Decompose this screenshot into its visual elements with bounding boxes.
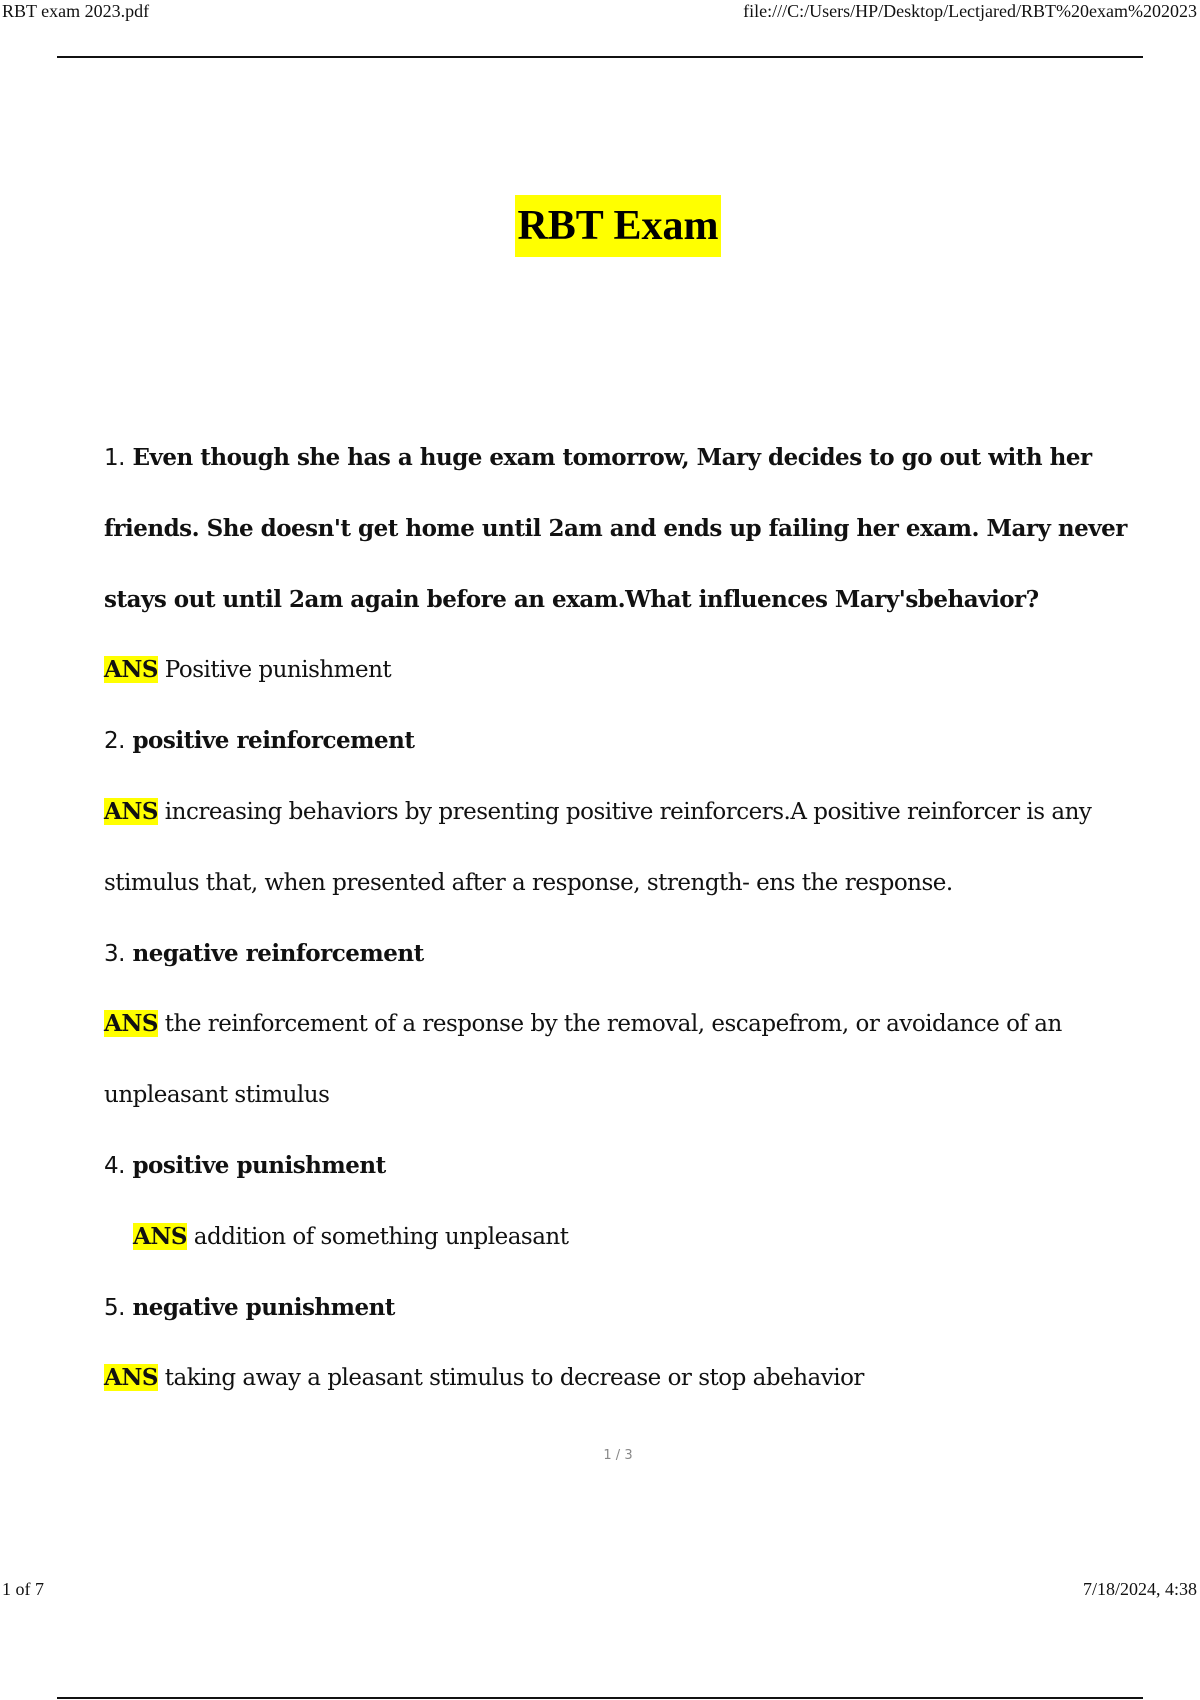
question-4	[104, 1131, 1134, 1202]
ans-label: ANS	[133, 1222, 187, 1250]
question-number: 5.	[104, 1294, 125, 1321]
question-text: Even though she has a huge exam tomorrow, Mary decides to go out with her friends. She doesn't get home until 2am and ends up failing her exam. Mary never stays out until 2am again before an exam.What influences Mary'sbehavior?	[104, 444, 1127, 613]
answer-text: the reinforcement of a response by the removal, escapefrom, or avoidance of an unpleasant stimulus	[104, 1011, 1062, 1109]
question-text: negative punishment	[132, 1293, 395, 1321]
page-marker: 1 / 3	[603, 1448, 633, 1463]
print-header	[0, 0, 1200, 24]
print-footer-page-count: 1 of 7	[2, 1579, 44, 1599]
answer-1	[104, 635, 1134, 706]
answer-2	[104, 777, 1134, 919]
ans-label: ANS	[104, 797, 158, 825]
question-number: 2.	[104, 728, 125, 755]
ans-label: ANS	[104, 656, 158, 684]
question-5	[104, 1273, 1134, 1344]
document-title: RBT Exam	[515, 195, 720, 257]
ans-label: ANS	[104, 1364, 158, 1392]
answer-text: increasing behaviors by presenting positive reinforcers.A positive reinforcer is any stimulus that, when presented after a response, strength- ens the response.	[104, 798, 1092, 896]
print-footer	[0, 1578, 1200, 1602]
print-footer-datetime: 7/18/2024, 4:38	[1082, 1579, 1197, 1599]
question-text: positive reinforcement	[132, 727, 415, 755]
question-3	[104, 919, 1134, 990]
print-header-url: file:///C:/Users/HP/Desktop/Lectjared/RBT%20exam%202023	[743, 1, 1197, 21]
answer-text: taking away a pleasant stimulus to decrease or stop abehavior	[164, 1365, 864, 1392]
ans-label: ANS	[104, 1010, 158, 1038]
answer-4	[104, 1202, 1134, 1273]
answer-text: addition of something unpleasant	[193, 1223, 569, 1250]
header-divider	[57, 56, 1143, 58]
print-header-filename: RBT exam 2023.pdf	[2, 1, 150, 21]
title-container	[0, 195, 1200, 257]
question-number: 3.	[104, 940, 125, 967]
question-text: negative reinforcement	[132, 939, 424, 967]
answer-3	[104, 989, 1134, 1131]
answer-5	[104, 1343, 1134, 1414]
question-number: 4.	[104, 1152, 125, 1179]
footer-divider	[57, 1697, 1143, 1699]
qa-list	[104, 423, 1134, 1414]
question-text: positive punishment	[132, 1151, 386, 1179]
question-1	[104, 423, 1134, 635]
question-number: 1.	[104, 445, 125, 471]
answer-text: Positive punishment	[164, 657, 392, 684]
question-2	[104, 706, 1134, 777]
